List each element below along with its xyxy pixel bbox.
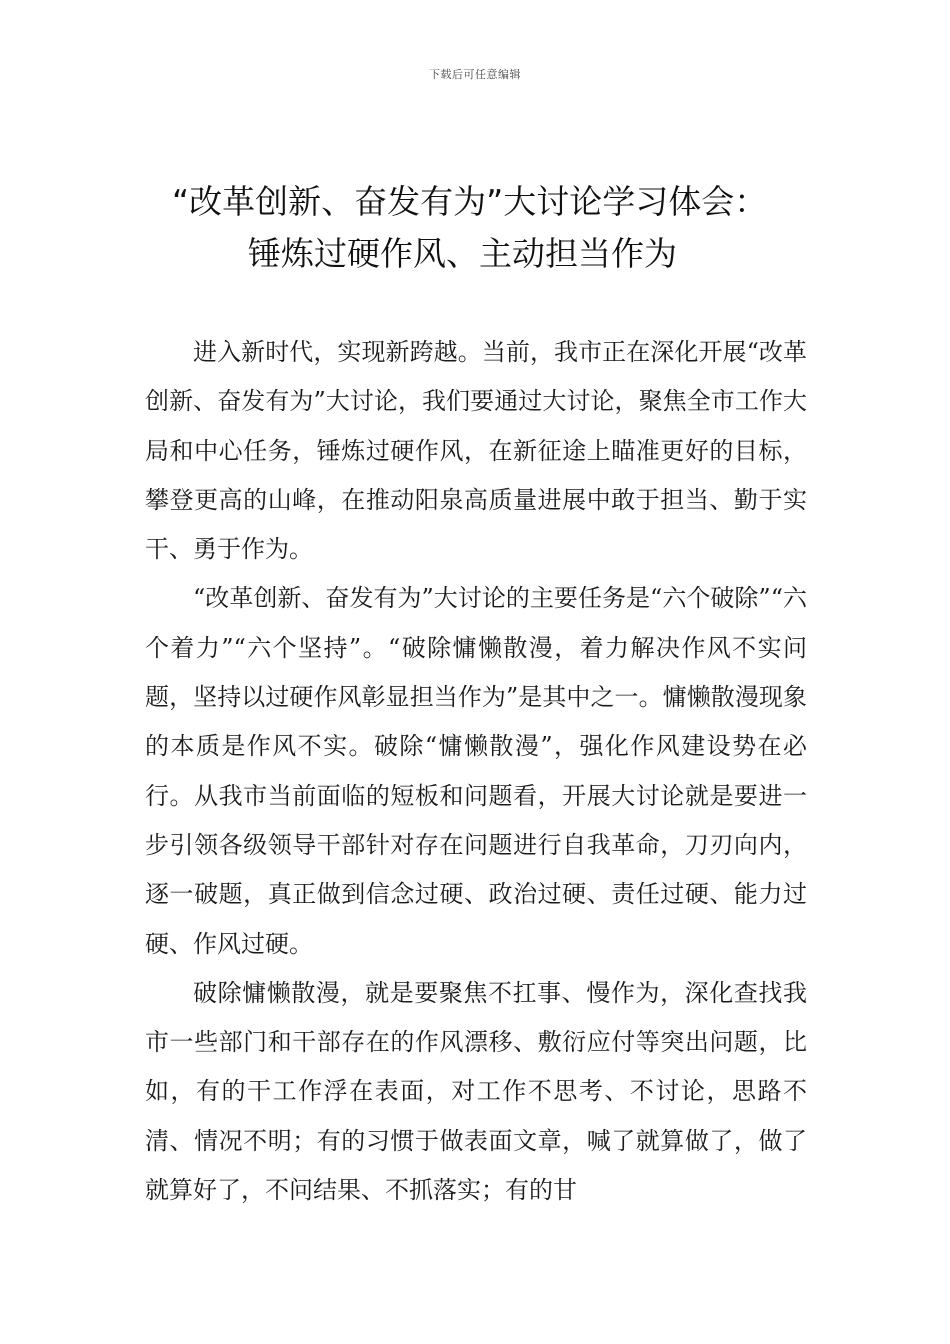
document-body bbox=[145, 328, 807, 1215]
paragraph-1: 进入新时代，实现新跨越。当前，我市正在深化开展“改革创新、奋发有为”大讨论，我们要通过大讨论，聚焦全市工作大局和中心任务，锤炼过硬作风，在新征途上瞄准更好的目标，攀登更高的山峰，在推动阳泉高质量进展中敢于担当、勤于实干、勇于作为。 bbox=[145, 338, 807, 564]
header-note: 下载后可任意编辑 bbox=[429, 68, 521, 81]
document-title bbox=[120, 176, 830, 280]
title-line-2: 锤炼过硬作风、主动担当作为 bbox=[248, 234, 677, 273]
paragraph-3: 破除慵懒散漫，就是要聚焦不扛事、慢作为，深化查找我市一些部门和干部存在的作风漂移、敷衍应付等突出问题，比如，有的干工作浮在表面，对工作不思考、不讨论，思路不清、情况不明；有的习惯于做表面文章，喊了就算做了，做了就算好了，不问结果、不抓落实；有的甘 bbox=[145, 978, 807, 1205]
paragraph-2: “改革创新、奋发有为”大讨论的主要任务是“六个破除”“六个着力”“六个坚持”。“破除慵懒散漫，着力解决作风不实问题，坚持以过硬作风彰显担当作为”是其中之一。慵懒散漫现象的本质是作风不实。破除“慵懒散漫”，强化作风建设势在必行。从我市当前面临的短板和问题看，开展大讨论就是要进一步引领各级领导干部针对存在问题进行自我革命，刀刃向内，逐一破题，真正做到信念过硬、政治过硬、责任过硬、能力过硬、作风过硬。 bbox=[145, 584, 807, 958]
title-line-1: “改革创新、奋发有为”大讨论学习体会： bbox=[172, 182, 768, 221]
